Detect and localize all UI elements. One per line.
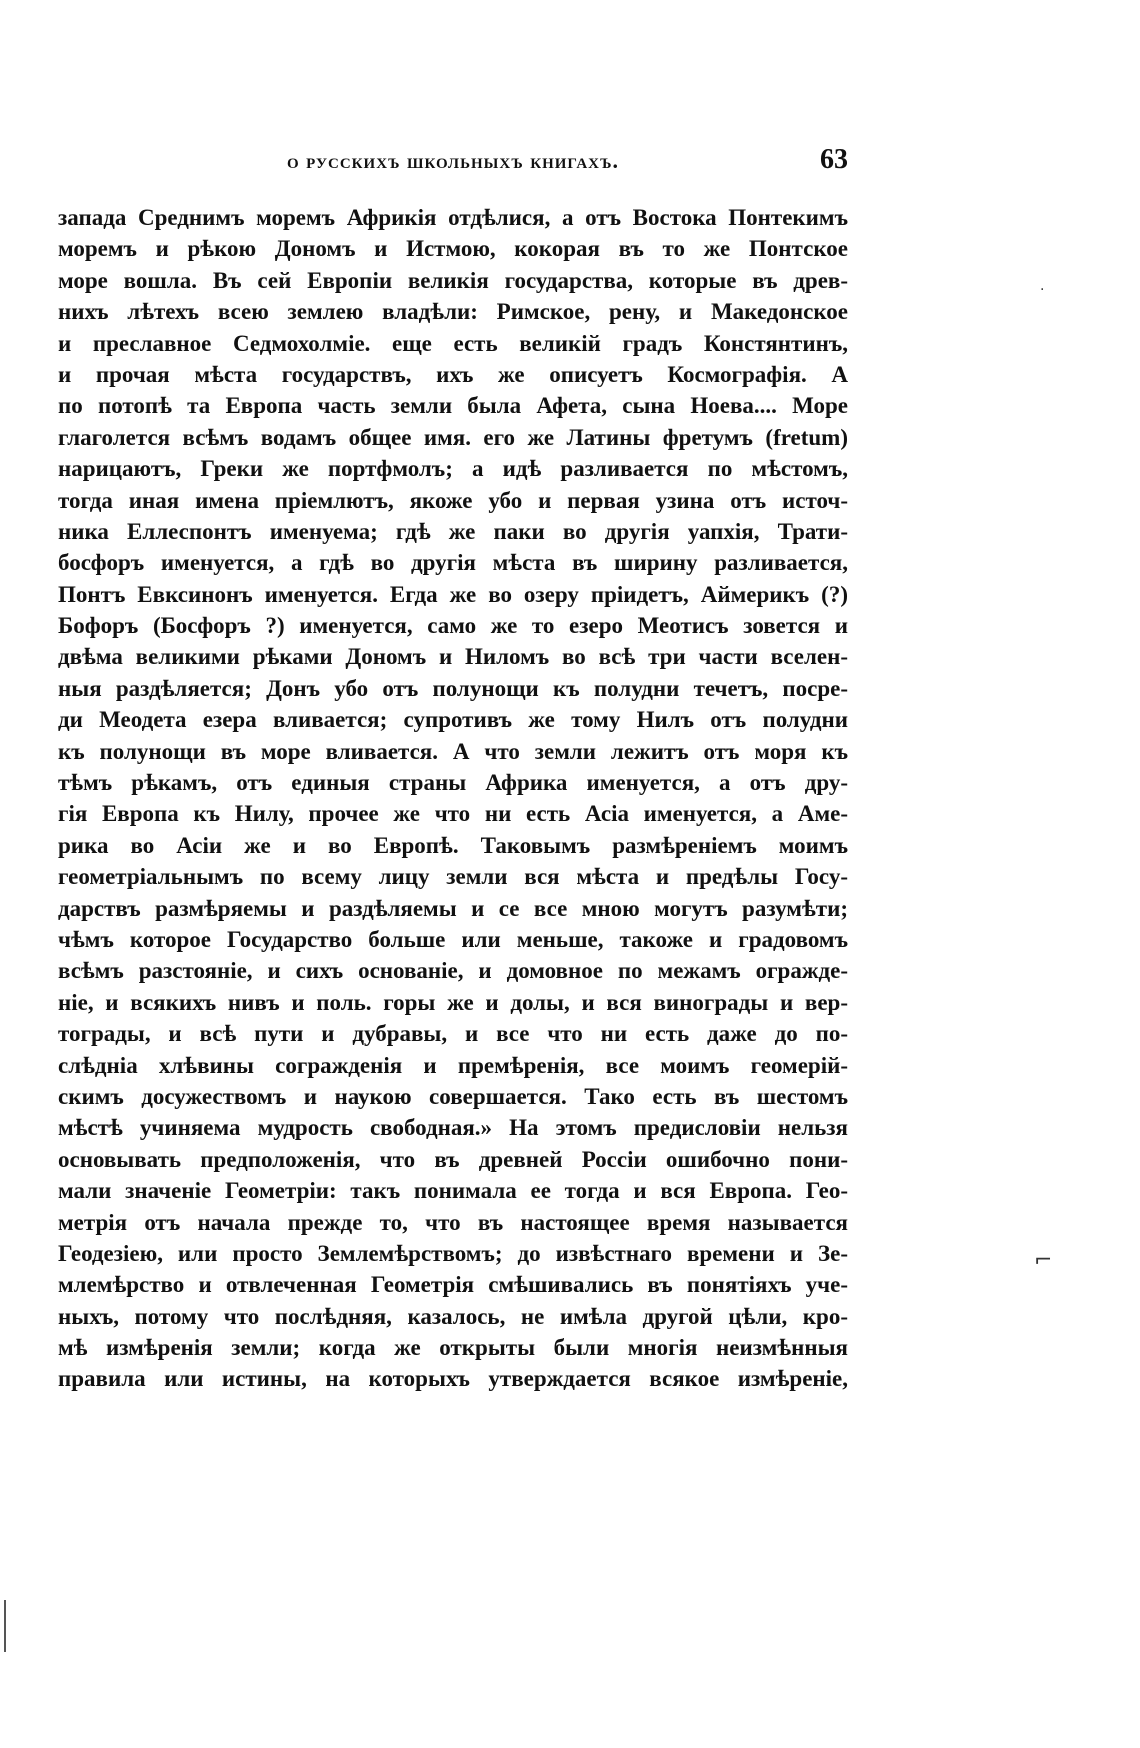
text-line: дарствъ размѣряемы и раздѣляемы и се все мною могутъ разумѣти; [58,895,848,921]
text-line: млемѣрство и отвлеченная Геометрія смѣшивались въ понятіяхъ уче- [58,1272,848,1298]
text-line: ника Еллеспонтъ именуема; гдѣ же паки во другія уапхія, Трати- [58,518,848,544]
text-line: основывать предположенія, что въ древней Россіи ошибочно пони- [58,1146,848,1172]
margin-pencil-mark: ⌐ [1034,1248,1053,1273]
text-line: море вошла. Въ сей Европіи великія государства, которые въ древ- [58,267,848,293]
text-line: всѣмъ разстояніе, и сихъ основаніе, и домовное по межамъ огражде- [58,958,848,984]
text-line: метрія отъ начала прежде то, что въ настоящее время называется [58,1209,848,1235]
text-line: босфоръ именуется, а гдѣ во другія мѣста въ ширину разливается, [58,550,848,576]
text-line: двѣма великими рѣками Дономъ и Ниломъ во всѣ три части вселен- [58,644,848,670]
text-line: скимъ досужествомъ и наукою совершается. Тако есть въ шестомъ [58,1083,848,1109]
running-head [58,144,848,178]
text-line: тѣмъ рѣкамъ, отъ единыя страны Африка именуется, а отъ дру- [58,770,848,796]
text-line: тограды, и всѣ пути и дубравы, и все что ни есть даже до по- [58,1021,848,1047]
text-line: ди Меодета езера вливается; супротивъ же тому Нилъ отъ полудни [58,707,848,733]
text-line: нихъ лѣтехъ всею землею владѣли: Римское, рену, и Македонское [58,299,848,325]
text-line: по потопѣ та Европа часть земли была Афета, сына Ноева.... Море [58,393,848,419]
text-line: и прочая мѣста государствъ, ихъ же описуетъ Космографія. А [58,361,848,387]
text-line: мѣ измѣренія земли; когда же открыты были многія неизмѣнныя [58,1335,848,1361]
text-line: тогда иная имена пріемлютъ, якоже убо и первая узина отъ источ- [58,487,848,513]
text-line: ныхъ, потому что послѣдняя, казалось, не имѣла другой цѣли, кро- [58,1303,848,1329]
text-line: Понтъ Евксинонъ именуется. Егда же во озеру пріидетъ, Аймерикъ (?) [58,581,848,607]
text-line: къ полунощи въ море вливается. А что земли лежитъ отъ моря къ [58,738,848,764]
text-line: слѣдніа хлѣвины согражденія и премѣренія, все моимъ геомерій- [58,1052,848,1078]
text-line: Геодезіею, или просто Землемѣрствомъ; до извѣстнаго времени и Зе- [58,1240,848,1266]
text-line: запада Среднимъ моремъ Африкія отдѣлися, а отъ Востока Понтекимъ [58,205,848,230]
text-line: и преславное Седмохолміе. еще есть великій градъ Констянтинъ, [58,330,848,356]
text-line: Бофоръ (Босфоръ ?) именуется, само же то езеро Меотисъ зовется и [58,613,848,639]
text-line: гія Европа къ Нилу, прочее же что ни есть Асіа именуется, а Аме- [58,801,848,827]
text-line: моремъ и рѣкою Дономъ и Истмою, кокорая въ то же Понтское [58,236,848,262]
text-line: нарицаютъ, Греки же портфмолъ; а идѣ разливается по мѣстомъ, [58,456,848,482]
text-line: рика во Асіи же и во Европѣ. Таковымъ размѣреніемъ моимъ [58,832,848,858]
text-line: геометріальнымъ по всему лицу земли вся мѣста и предѣлы Госу- [58,864,848,890]
page-number: 63 [820,144,848,175]
margin-dot-mark: · [1040,282,1045,298]
text-line: ныя раздѣляется; Донъ убо отъ полунощи къ полудни течетъ, посре- [58,675,848,701]
text-line: мѣстѣ учиняема мудрость свободная.» На этомъ предисловіи нельзя [58,1115,848,1141]
running-title: о русскихъ школьныхъ книгахъ. [287,148,619,173]
text-line: правила или истины, на которыхъ утверждается всякое измѣреніе, [58,1366,848,1392]
text-line: глаголется всѣмъ водамъ общее имя. его же Латины фретумъ (fretum) [58,424,848,450]
text-line: ніе, и всякихъ нивъ и поль. горы же и долы, и вся винограды и вер- [58,989,848,1015]
page-edge-line [4,1600,6,1652]
body-text [58,202,848,1395]
text-line: мали значеніе Геометріи: такъ понимала ее тогда и вся Европа. Гео- [58,1178,848,1204]
text-line: чѣмъ которое Государство больше или меньше, такоже и градовомъ [58,926,848,952]
